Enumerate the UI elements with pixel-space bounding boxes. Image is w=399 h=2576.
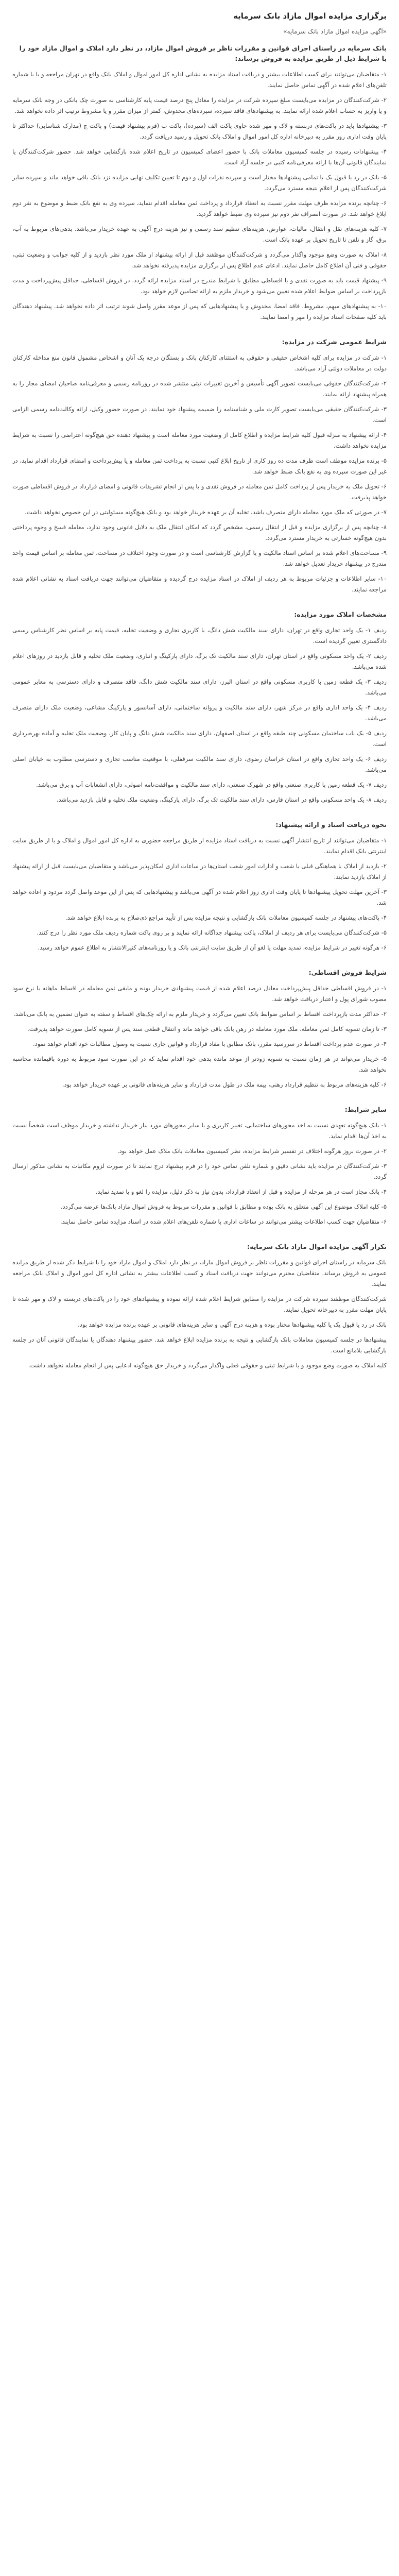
paragraph: ۵- کلیه املاک موضوع این آگهی متعلق به بانک بوده و مطابق با قوانین و مقررات مربوط به فروش اموال مازاد بانک‌ها عرضه می‌گردد. (60, 1203, 387, 1210)
paragraph: بانک در رد یا قبول یک یا کلیه پیشنهادها مختار بوده و هزینه درج آگهی و سایر هزینه‌های قانونی بر عهده برنده مزایده خواهد بود. (78, 1321, 387, 1328)
paragraph: ۱- شرکت در مزایده برای کلیه اشخاص حقیقی و حقوقی به استثنای کارکنان بانک و بستگان درجه یک آنان و اشخاص مشمول قانون منع مداخله کارکنان دولت در معاملات دولتی آزاد می‌باشد. (12, 354, 387, 372)
paragraph: ۲- در صورت بروز هرگونه اختلاف در تفسیر شرایط مزایده، نظر کمیسیون معاملات بانک ملاک عمل خواهد بود. (117, 1147, 387, 1155)
paragraph: ردیف ۶- یک واحد تجاری واقع در استان خراسان رضوی، دارای سند مالکیت سرقفلی، با موقعیت مناسب تجاری و دسترسی مطلوب به خیابان اصلی می‌باشد. (12, 755, 387, 773)
paragraph: ردیف ۷- یک قطعه زمین با کاربری صنعتی واقع در شهرک صنعتی، دارای سند مالکیت و موافقت‌نامه اصولی، دارای انشعابات آب و برق می‌باشد. (36, 781, 387, 788)
paragraph: ۳- شرکت‌کنندگان حقیقی می‌بایست تصویر کارت ملی و شناسنامه را ضمیمه پیشنهاد خود نمایند. در صورت حضور وکیل، ارائه وکالت‌نامه رسمی الزامی است. (12, 405, 387, 423)
document-section (12, 968, 387, 1090)
section-heading: شرایط فروش اقساطی: (308, 969, 387, 976)
paragraph: ۵- شرکت‌کنندگان می‌بایست برای هر ردیف از املاک، پاکت پیشنهاد جداگانه ارائه نمایند و بر روی پاکت شماره ردیف ملک مورد نظر را درج کنند. (37, 929, 387, 936)
paragraph: ۳- پیشنهادها باید در پاکت‌های دربسته و لاک و مهر شده حاوی پاکت الف (سپرده)، پاکت ب (فرم پیشنهاد قیمت) و پاکت ج (مدارک شناسایی) حداکثر تا پایان وقت اداری روز مقرر به دبیرخانه اداره کل امور اموال و املاک بانک تحویل و رسید دریافت گردد. (12, 122, 387, 140)
paragraph: ۷- در صورتی که ملک مورد معامله دارای متصرف باشد، تخلیه آن بر عهده خریدار خواهد بود و بانک هیچ‌گونه مسئولیتی در این خصوص نخواهد داشت. (25, 509, 387, 516)
paragraph: ردیف ۸- یک واحد مسکونی واقع در استان فارس، دارای سند مالکیت تک برگ، دارای پارکینگ، وضعیت ملک تخلیه و قابل بازدید می‌باشد. (56, 796, 387, 803)
paragraph: ردیف ۱- یک واحد تجاری واقع در تهران، دارای سند مالکیت شش دانگ، با کاربری تجاری و وضعیت تخلیه، قیمت پایه بر اساس نظر کارشناس رسمی دادگستری تعیین گردیده است. (12, 626, 387, 645)
paragraph: ۵- بانک در رد یا قبول یک یا تمامی پیشنهادها مختار است و سپرده نفرات اول و دوم تا تعیین تکلیف نهایی مزایده نزد بانک باقی خواهد ماند و سپرده سایر شرکت‌کنندگان پس از اعلام نتیجه مسترد می‌گردد. (12, 174, 387, 192)
paragraph: ۴- پیشنهادات رسیده در جلسه کمیسیون معاملات بانک با حضور اعضای کمیسیون در تاریخ اعلام شده بازگشایی خواهد شد. حضور شرکت‌کنندگان یا نمایندگان قانونی آن‌ها با ارائه معرفی‌نامه کتبی در جلسه آزاد است. (12, 148, 387, 166)
paragraph: ۴- در صورت عدم پرداخت اقساط در سررسید مقرر، بانک مطابق با مفاد قرارداد و قوانین جاری نسبت به وصول مطالبات خود اقدام خواهد نمود. (32, 1040, 387, 1047)
paragraph: ۷- کلیه هزینه‌های نقل و انتقال، مالیات، عوارض، هزینه‌های تنظیم سند رسمی و نیز هزینه درج آگهی به عهده خریدار می‌باشد. بدهی‌های مربوط به آب، برق، گاز و تلفن تا تاریخ تحویل بر عهده بانک است. (12, 225, 387, 243)
paragraph: ۵- برنده مزایده موظف است ظرف مدت ده روز کاری از تاریخ ابلاغ کتبی نسبت به پرداخت ثمن معامله و یا پیش‌پرداخت و امضای قرارداد اقدام نماید، در غیر این صورت سپرده وی به نفع بانک ضبط خواهد شد. (12, 457, 387, 475)
paragraph: ۱- متقاضیان می‌توانند برای کسب اطلاعات بیشتر و دریافت اسناد مزایده به نشانی اداره کل امور اموال و املاک بانک واقع در تهران مراجعه و یا با شماره تلفن‌های اعلام شده در آگهی تماس حاصل نمایند. (12, 71, 387, 89)
paragraph: ۴- بانک مجاز است در هر مرحله از مزایده و قبل از انعقاد قرارداد، بدون نیاز به ذکر دلیل، مزایده را لغو و یا تمدید نماید. (95, 1188, 387, 1195)
paragraph: ۶- چنانچه برنده مزایده ظرف مهلت مقرر نسبت به انعقاد قرارداد و پرداخت ثمن معامله اقدام ننماید، سپرده وی به نفع بانک ضبط و موضوع به نفر دوم ابلاغ خواهد شد. در صورت انصراف نفر دوم نیز سپرده وی ضبط خواهد گردید. (12, 199, 387, 217)
document-body (12, 43, 387, 1371)
paragraph: کلیه املاک به صورت وضع موجود و با شرایط ثبتی و حقوقی فعلی واگذار می‌گردد و خریدار حق هیچ‌گونه ادعایی پس از انجام معامله نخواهد داشت. (28, 1362, 387, 1369)
paragraph: ۸- چنانچه پس از برگزاری مزایده و قبل از انتقال رسمی، مشخص گردد که امکان انتقال ملک به دلایل قانونی وجود ندارد، معامله فسخ و وجوه پرداختی بدون هیچ‌گونه خسارتی به خریدار مسترد می‌گردد. (12, 523, 387, 541)
document-section (12, 1242, 387, 1371)
paragraph: ۳- تا زمان تسویه کامل ثمن معامله، ملک مورد معامله در رهن بانک باقی خواهد ماند و انتقال قطعی سند پس از تسویه کامل صورت خواهد پذیرفت. (27, 1025, 387, 1032)
paragraph: ۶- کلیه هزینه‌های مربوط به تنظیم قرارداد رهنی، بیمه ملک در طول مدت قرارداد و سایر هزینه‌های قانونی بر عهده خریدار خواهد بود. (62, 1081, 387, 1088)
page-title: برگزاری مزایده اموال مازاد بانک سرمایه (233, 11, 387, 21)
paragraph: ۱۰- به پیشنهادهای مبهم، مشروط، فاقد امضا، مخدوش و یا پیشنهادهایی که پس از موعد مقرر واصل شوند ترتیب اثر داده نخواهد شد. پیشنهاد دهندگان باید کلیه صفحات اسناد مزایده را مهر و امضا نمایند. (12, 302, 387, 320)
paragraph: ۱- در فروش اقساطی حداقل پیش‌پرداخت معادل درصد اعلام شده از قیمت پیشنهادی خریدار بوده و مابقی ثمن معامله در اقساط ماهانه با نرخ سود مصوب شورای پول و اعتبار دریافت خواهد شد. (12, 985, 387, 1003)
paragraph: ۲- شرکت‌کنندگان در مزایده می‌بایست مبلغ سپرده شرکت در مزایده را معادل پنج درصد قیمت پایه کارشناسی به صورت چک بانکی در وجه بانک سرمایه و یا واریز به حساب اعلام شده ارائه نمایند. به پیشنهادهای فاقد سپرده، سپرده‌های مخدوش، کمتر از میزان مقرر و یا مشروط ترتیب اثر داده نخواهد شد. (12, 96, 387, 114)
paragraph: ۶- تحویل ملک به خریدار پس از پرداخت کامل ثمن معامله در فروش نقدی و یا پس از انجام تشریفات قانونی و امضای قرارداد در فروش اقساطی صورت خواهد پذیرفت. (12, 483, 387, 501)
section-heading: تکرار آگهی مزایده اموال مازاد بانک سرمایه: (247, 1243, 387, 1250)
section-heading: نحوه دریافت اسناد و ارائه پیشنهاد: (275, 821, 387, 828)
paragraph: ۳- آخرین مهلت تحویل پیشنهادها تا پایان وقت اداری روز اعلام شده در آگهی می‌باشد و پیشنهادهایی که پس از این موعد واصل گردد مردود و اعاده خواهد شد. (12, 888, 387, 906)
page-subtitle: «آگهی مزایده اموال مازاد بانک سرمایه» (283, 28, 387, 35)
paragraph: ۲- شرکت‌کنندگان حقوقی می‌بایست تصویر آگهی تأسیس و آخرین تغییرات ثبتی منتشر شده در روزنامه رسمی و معرفی‌نامه صاحبان امضای مجاز را به همراه پیشنهاد ارائه نمایند. (12, 380, 387, 398)
paragraph: ۴- پاکت‌های پیشنهاد در جلسه کمیسیون معاملات بانک بازگشایی و نتیجه مزایده پس از تأیید مراجع ذی‌صلاح به برنده ابلاغ خواهد شد. (65, 914, 387, 921)
paragraph: ۲- بازدید از املاک با هماهنگی قبلی با شعب و ادارات امور شعب استان‌ها در ساعات اداری امکان‌پذیر می‌باشد و متقاضیان می‌بایست قبل از ارائه پیشنهاد از املاک بازدید نمایند. (12, 862, 387, 880)
paragraph: ۲- حداکثر مدت بازپرداخت اقساط بر اساس ضوابط بانک تعیین می‌گردد و خریدار ملزم به ارائه چک‌های اقساط و سفته به عنوان تضمین به بانک می‌باشد. (13, 1010, 387, 1018)
document-section (12, 43, 387, 323)
paragraph: ۵- خریدار می‌تواند در هر زمان نسبت به تسویه زودتر از موعد مانده بدهی خود اقدام نماید که در این صورت سود مربوط به دوره باقیمانده محاسبه نخواهد شد. (12, 1055, 387, 1073)
paragraph: ۴- ارائه پیشنهاد به منزله قبول کلیه شرایط مزایده و اطلاع کامل از وضعیت مورد معامله است و پیشنهاد دهنده حق هیچ‌گونه اعتراضی را نسبت به شرایط مزایده نخواهد داشت. (12, 431, 387, 449)
document-section (12, 820, 387, 953)
paragraph: ردیف ۴- یک واحد اداری واقع در مرکز شهر، دارای سند مالکیت و پروانه ساختمانی، دارای آسانسور و پارکینگ مشاعی، وضعیت ملک دارای متصرف می‌باشد. (12, 704, 387, 722)
paragraph: ردیف ۲- یک واحد مسکونی واقع در استان تهران، دارای سند مالکیت تک برگ، دارای پارکینگ و انباری، وضعیت ملک تخلیه و قابل بازدید در روزهای اعلام شده می‌باشد. (12, 652, 387, 670)
paragraph: ۱- متقاضیان می‌توانند از تاریخ انتشار آگهی نسبت به دریافت اسناد مزایده از طریق مراجعه حضوری به اداره کل امور اموال و املاک و یا از طریق سایت اینترنتی بانک اقدام نمایند. (12, 837, 387, 855)
paragraph: ۶- متقاضیان جهت کسب اطلاعات بیشتر می‌توانند در ساعات اداری با شماره تلفن‌های اعلام شده در اسناد مزایده تماس حاصل نمایند. (60, 1218, 387, 1225)
document-section (12, 609, 387, 805)
document-section (12, 337, 387, 595)
paragraph: ۱- بانک هیچ‌گونه تعهدی نسبت به اخذ مجوزهای ساختمانی، تغییر کاربری و یا سایر مجوزهای مورد نیاز خریدار نداشته و خریدار موظف است شخصاً نسبت به اخذ آن‌ها اقدام نماید. (12, 1122, 387, 1140)
section-heading: بانک سرمایه در راستای اجرای قوانین و مقررات ناظر بر فروش اموال مازاد، در نظر دارد املاک و اموال مازاد خود را با شرایط ذیل از طریق مزایده به فروش برساند: (19, 44, 387, 62)
section-heading: سایر شرایط: (344, 1106, 387, 1113)
section-heading: شرایط عمومی شرکت در مزایده: (282, 338, 387, 346)
paragraph: شرکت‌کنندگان موظفند سپرده شرکت در مزایده را مطابق شرایط اعلام شده ارائه نموده و پیشنهادهای خود را در پاکت‌های دربسته و لاک و مهر شده تا پایان مهلت مقرر به دبیرخانه تحویل نمایند. (12, 1295, 387, 1313)
document-section (12, 1105, 387, 1227)
paragraph: پیشنهادها در جلسه کمیسیون معاملات بانک بازگشایی و نتیجه به برنده مزایده ابلاغ خواهد شد. حضور پیشنهاد دهندگان یا نمایندگان قانونی آنان در جلسه بازگشایی بلامانع است. (12, 1336, 387, 1354)
paragraph: ۹- پیشنهاد قیمت باید به صورت نقدی و یا اقساطی مطابق با شرایط مندرج در اسناد مزایده ارائه گردد. در فروش اقساطی، حداقل پیش‌پرداخت و مدت بازپرداخت بر اساس ضوابط اعلام شده تعیین می‌شود و خریدار ملزم به ارائه تضامین لازم خواهد بود. (12, 277, 387, 295)
paragraph: ردیف ۵- یک باب ساختمان مسکونی چند طبقه واقع در استان اصفهان، دارای سند مالکیت شش دانگ و پایان کار، وضعیت ملک تخلیه و آماده بهره‌برداری است. (12, 730, 387, 748)
paragraph: ۳- شرکت‌کنندگان در مزایده باید نشانی دقیق و شماره تلفن تماس خود را در فرم پیشنهاد درج نمایند تا در صورت لزوم مکاتبات به نشانی مذکور ارسال گردد. (12, 1162, 387, 1180)
paragraph: ردیف ۳- یک قطعه زمین با کاربری مسکونی واقع در استان البرز، دارای سند مالکیت شش دانگ، فاقد متصرف و دارای دسترسی به معابر عمومی می‌باشد. (12, 678, 387, 696)
paragraph: ۱۰- سایر اطلاعات و جزئیات مربوط به هر ردیف از املاک در اسناد مزایده درج گردیده و متقاضیان می‌توانند جهت دریافت اسناد به نشانی اعلام شده مراجعه نمایند. (12, 575, 387, 593)
paragraph: بانک سرمایه در راستای اجرای قوانین و مقررات ناظر بر فروش اموال مازاد، در نظر دارد املاک و اموال مازاد خود را با شرایط ذکر شده از طریق مزایده عمومی به فروش برساند. متقاضیان محترم می‌توانند جهت دریافت اسناد و کسب اطلاعات بیشتر به نشانی اداره کل امور اموال و املاک بانک مراجعه نمایند. (12, 1259, 387, 1287)
paragraph: ۸- املاک به صورت وضع موجود واگذار می‌گردد و شرکت‌کنندگان موظفند قبل از ارائه پیشنهاد از ملک مورد نظر بازدید و از کلیه جوانب و وضعیت ثبتی، حقوقی و فنی آن اطلاع کامل حاصل نمایند. ادعای عدم اطلاع پس از برگزاری مزایده پذیرفته نخواهد شد. (12, 251, 387, 269)
paragraph: ۶- هرگونه تغییر در شرایط مزایده، تمدید مهلت یا لغو آن از طریق سایت اینترنتی بانک و یا روزنامه‌های کثیرالانتشار به اطلاع عموم خواهد رسید. (38, 944, 387, 951)
paragraph: ۹- مساحت‌های اعلام شده بر اساس اسناد مالکیت و یا گزارش کارشناسی است و در صورت وجود اختلاف در مساحت، ثمن معامله بر اساس قیمت واحد مندرج در پیشنهاد خریدار تعدیل خواهد شد. (12, 549, 387, 567)
section-heading: مشخصات املاک مورد مزایده: (294, 611, 387, 618)
